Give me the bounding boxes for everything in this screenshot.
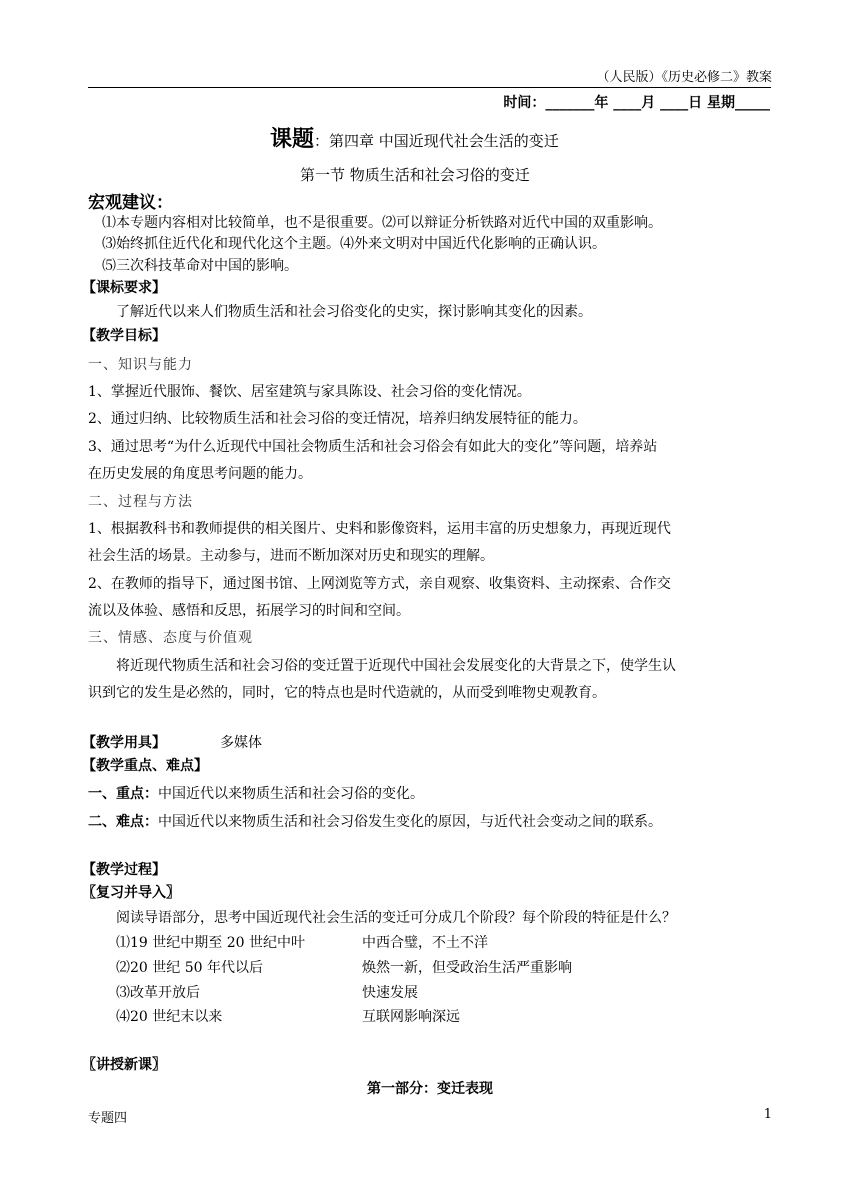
process-heading: 【教学过程】 — [82, 862, 166, 878]
objective-line: 识到它的发生是必然的，同时，它的特点也是时代造就的，从而受到唯物史观教育。 — [88, 685, 606, 701]
title-prefix: 课题 — [270, 126, 315, 152]
running-header: （人民版）《历史必修二》教案 — [596, 70, 772, 85]
objectives-heading: 【教学目标】 — [82, 328, 166, 344]
objective-line: 3、通过思考“为什么近现代中国社会物质生活和社会习俗会有如此大的变化”等问题，培养站 — [88, 439, 658, 455]
part-title: 第一部分：变迁表现 — [367, 1081, 493, 1097]
new-lesson-heading: 〖讲授新课〗 — [82, 1057, 166, 1073]
page-number: 1 — [763, 1107, 772, 1122]
curriculum-heading: 【课标要求】 — [82, 280, 166, 296]
section-subtitle: 第一节 物质生活和社会习俗的变迁 — [300, 166, 530, 184]
macro-item: ⑶始终抓住近代化和现代化这个主题。⑷外来文明对中国近代化影响的正确认识。 — [102, 236, 606, 252]
tools-value: 多媒体 — [220, 735, 262, 751]
header-rule — [88, 87, 771, 88]
stage-feature: 中西合璧，不土不洋 — [362, 935, 488, 951]
objectives-sub-heading: 三、情感、态度与价值观 — [88, 630, 253, 646]
tools-heading: 【教学用具】 — [82, 735, 166, 751]
stage-feature: 焕然一新，但受政治生活严重影响 — [362, 960, 572, 976]
review-heading: 〖复习并导入〗 — [82, 885, 180, 901]
footer-left: 专题四 — [88, 1111, 128, 1126]
difficulty-label: 二、难点： — [88, 814, 158, 830]
stage-period: ⑶改革开放后 — [116, 985, 200, 1001]
stage-period: ⑴19 世纪中期至 20 世纪中叶 — [116, 935, 305, 951]
objective-line: 2、通过归纳、比较物质生活和社会习俗的变迁情况，培养归纳发展特征的能力。 — [88, 411, 587, 427]
key-label: 一、重点： — [88, 786, 158, 802]
lesson-title — [270, 122, 559, 153]
objective-line: 流以及体验、感悟和反思，拓展学习的时间和空间。 — [88, 603, 410, 619]
key-text: 中国近代以来物质生活和社会习俗的变化。 — [158, 786, 424, 802]
difficulty-text: 中国近代以来物质生活和社会习俗发生变化的原因，与近代社会变动之间的联系。 — [158, 814, 662, 830]
objective-line: 1、根据教科书和教师提供的相关图片、史料和影像资料，运用丰富的历史想象力，再现近现代 — [88, 521, 671, 537]
objectives-sub-heading: 一、知识与能力 — [88, 357, 193, 373]
stage-period: ⑵20 世纪 50 年代以后 — [116, 960, 263, 976]
review-text: 阅读导语部分，思考中国近现代社会生活的变迁可分成几个阶段？每个阶段的特征是什么？ — [116, 910, 676, 926]
title-text: ：第四章 中国近现代社会生活的变迁 — [314, 132, 559, 150]
objective-line: 社会生活的场景。主动参与，进而不断加深对历史和现实的理解。 — [88, 548, 494, 564]
objective-line: 将近现代物质生活和社会习俗的变迁置于近现代中国社会发展变化的大背景之下，使学生认 — [116, 658, 676, 674]
macro-item: ⑴本专题内容相对比较简单，也不是很重要。⑵可以辩证分析铁路对近代中国的双重影响。 — [102, 215, 662, 231]
objective-line: 在历史发展的角度思考问题的能力。 — [88, 466, 312, 482]
stage-period: ⑷20 世纪末以来 — [116, 1009, 223, 1025]
stage-feature: 互联网影响深远 — [362, 1009, 460, 1025]
curriculum-text: 了解近代以来人们物质生活和社会习俗变化的史实，探讨影响其变化的因素。 — [116, 304, 592, 320]
difficulty-line — [88, 811, 662, 831]
stage-feature: 快速发展 — [362, 985, 418, 1001]
date-line: 时间：_______年 ____月 ____日 星期_____ — [503, 95, 770, 111]
key-point-line — [88, 783, 424, 803]
macro-item: ⑸三次科技革命对中国的影响。 — [102, 258, 298, 274]
objectives-sub-heading: 二、过程与方法 — [88, 494, 193, 510]
keypoints-heading: 【教学重点、难点】 — [82, 758, 208, 774]
macro-heading: 宏观建议： — [88, 193, 173, 213]
objective-line: 1、掌握近代服饰、餐饮、居室建筑与家具陈设、社会习俗的变化情况。 — [88, 384, 531, 400]
objective-line: 2、在教师的指导下，通过图书馆、上网浏览等方式，亲自观察、收集资料、主动探索、合作交 — [88, 576, 671, 592]
